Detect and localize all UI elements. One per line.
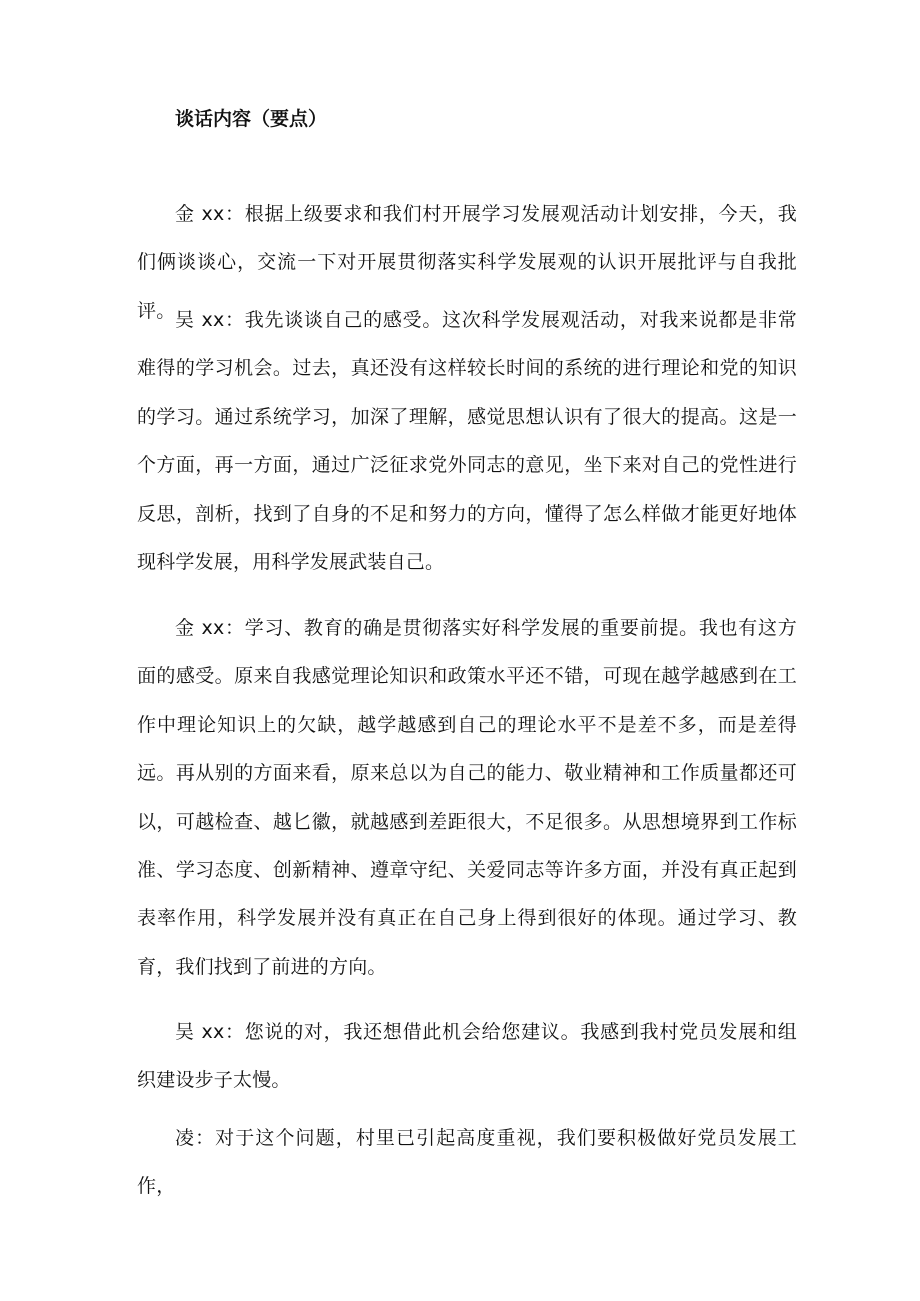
paragraph-jin-2: 金 xx：学习、教育的确是贯彻落实好科学发展的重要前提。我也有这方面的感受。原来自我感觉理论知识和政策水平还不错，可现在越学越感到在工作中理论知识上的欠缺，越学越感到自己的理论水平不是差不多，而是差得远。再从别的方面来看，原来总以为自己的能力、敬业精神和工作质量都还可以，可越检查、越匕徽，就越感到差距很大，不足很多。从思想境界到工作标准、学习态度、创新精神、遵章守纪、关爱同志等许多方面，并没有真正起到表率作用，科学发展并没有真正在自己身上得到很好的体现。通过学习、教育，我们找到了前进的方向。 (137, 617, 797, 978)
paragraph-jin-1: 金 xx：根据上级要求和我们村开展学习发展观活动计划安排，今天，我们俩谈谈心，交流一下对开展贯彻落实科学发展观的认识开展批评与自我批评。 (137, 203, 797, 322)
paragraph-ling-1: 凌：对于这个问题，村里已引起高度重视，我们要积极做好党员发展工作， (137, 1127, 797, 1198)
paragraph-wu-1: 吴 xx：我先谈谈自己的感受。这次科学发展观活动，对我来说都是非常难得的学习机会。过去，真还没有这样较长时间的系统的进行理论和党的知识的学习。通过系统学习，加深了理解，感觉思想认识有了很大的提高。这是一个方面，再一方面，通过广泛征求党外同志的意见，坐下来对自己的党性进行反思，剖析，找到了自身的不足和努力的方向，懂得了怎么样做才能更好地体现科学发展，用科学发展武装自己。 (137, 309, 797, 574)
paragraph-wu-2: 吴 xx：您说的对，我还想借此机会给您建议。我感到我村党员发展和组织建设步子太慢。 (137, 1021, 797, 1092)
document-heading: 谈话内容（要点） (175, 108, 328, 130)
